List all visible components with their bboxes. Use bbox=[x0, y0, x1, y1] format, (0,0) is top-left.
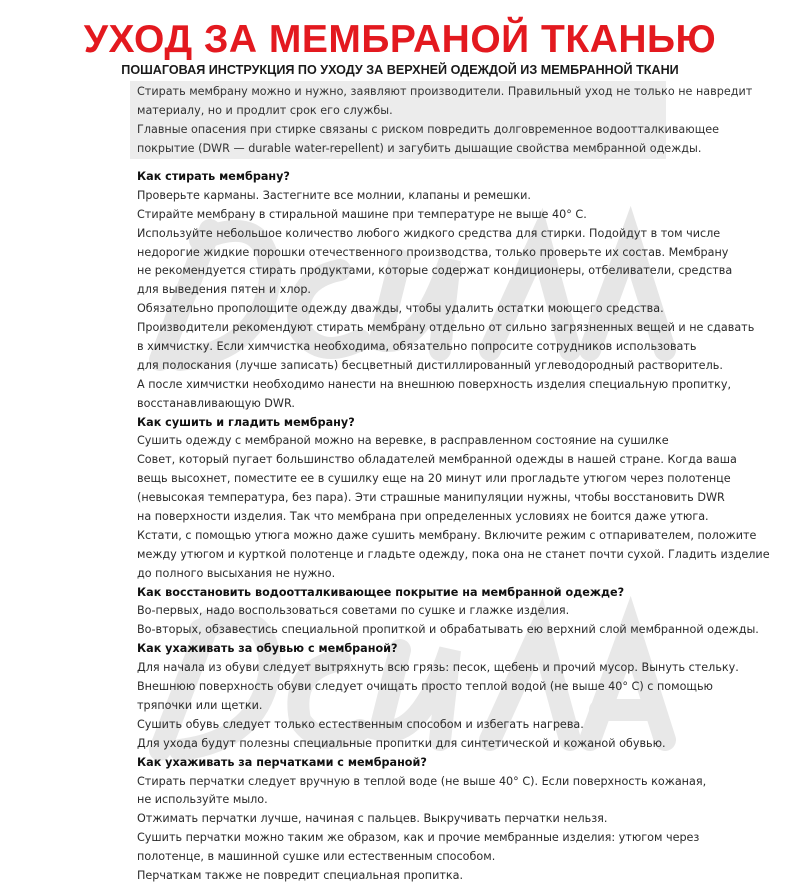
text-line: Перчаткам также не повредит специальная пропитка. bbox=[137, 868, 464, 882]
section-drying bbox=[137, 414, 770, 584]
section-heading: Как восстановить водоотталкивающее покрытие на мембранной одежде? bbox=[137, 585, 625, 599]
text-line: для выведения пятен и хлор. bbox=[137, 283, 311, 297]
section-restore-dwr bbox=[137, 584, 759, 641]
text-line: недорогие жидкие порошки отечественного производства, только проверьте их состав. Мембрану bbox=[137, 245, 729, 259]
text-line: Используйте небольшое количество любого жидкого средства для стирки. Подойдут в том числе bbox=[137, 226, 721, 240]
text-line: Во-первых, надо воспользоваться советами по сушке и глажке изделия. bbox=[137, 604, 570, 618]
text-line: на поверхности изделия. Так что мембрана при определенных условиях не боится даже утюга. bbox=[137, 510, 709, 524]
text-line: Для начала из обуви следует вытряхнуть всю грязь: песок, щебень и прочий мусор. Вынуть стельку. bbox=[137, 661, 739, 675]
text-line: Обязательно прополощите одежду дважды, чтобы удалить остатки моющего средства. bbox=[137, 302, 664, 316]
text-line: Кстати, с помощью утюга можно даже сушить мембрану. Включите режим с отпаривателем, положите bbox=[137, 528, 757, 542]
instructions-body bbox=[137, 168, 770, 886]
intro-line: покрытие (DWR — durable water-repellent) и загубить дышащие свойства мембранной одежды. bbox=[137, 141, 702, 155]
section-heading: Как стирать мембрану? bbox=[137, 170, 290, 183]
intro-line: Главные опасения при стирке связаны с риском повредить долговременное водоотталкивающее bbox=[137, 122, 719, 136]
text-line: Сушить перчатки можно таким же образом, как и прочие мембранные изделия: утюгом через bbox=[137, 831, 700, 845]
text-line: Внешнюю поверхность обуви следует очищать просто теплой водой (не выше 40° С) с помощью bbox=[137, 680, 713, 694]
text-line: Для ухода будут полезны специальные пропитки для синтетической и кожаной обувью. bbox=[137, 736, 666, 750]
page-subtitle: ПОШАГОВАЯ ИНСТРУКЦИЯ ПО УХОДУ ЗА ВЕРХНЕЙ ОДЕЖДОЙ ИЗ МЕМБРАННОЙ ТКАНИ bbox=[121, 63, 679, 77]
intro-box bbox=[130, 81, 753, 159]
intro-line: материалу, но и продлит срок его службы. bbox=[137, 103, 393, 117]
text-line: между утюгом и курткой полотенце и гладьте одежду, пока она не станет почти сухой. Гладить изделие bbox=[137, 547, 770, 561]
text-line: восстанавливающую DWR. bbox=[137, 396, 295, 410]
text-line: полотенце, в машинной сушке или естественным способом. bbox=[137, 850, 496, 864]
section-heading: Как ухаживать за перчатками с мембраной? bbox=[137, 755, 427, 769]
section-heading: Как сушить и гладить мембрану? bbox=[137, 415, 355, 429]
text-line: не используйте мыло. bbox=[137, 793, 268, 807]
section-gloves bbox=[137, 754, 707, 886]
text-line: Отжимать перчатки лучше, начиная с пальцев. Выкручивать перчатки нельзя. bbox=[137, 812, 608, 826]
text-line: Во-вторых, обзавестись специальной пропиткой и обрабатывать ею верхний слой мембранной одежды. bbox=[137, 623, 759, 637]
text-line: в химчистку. Если химчистка необходима, обязательно попросите сотрудников использовать bbox=[137, 340, 697, 354]
text-line: не рекомендуется стирать продуктами, которые содержат кондиционеры, отбеливатели, средства bbox=[137, 264, 733, 278]
text-line: Сушить одежду с мембраной можно на веревке, в расправленном состояние на сушилке bbox=[137, 434, 669, 448]
text-line: Стирать перчатки следует вручную в теплой воде (не выше 40° С). Если поверхность кожаная, bbox=[137, 774, 707, 788]
section-footwear bbox=[137, 640, 739, 753]
text-line: Совет, который пугает большинство обладателей мембранной одежды в нашей стране. Когда ваша bbox=[137, 453, 737, 467]
section-washing bbox=[137, 168, 755, 414]
text-line: Производители рекомендуют стирать мембрану отдельно от сильно загрязненных вещей и не сдавать bbox=[137, 321, 755, 335]
text-line: А после химчистки необходимо нанести на внешнюю поверхность изделия специальную пропитку, bbox=[137, 377, 732, 391]
intro-line: Стирать мембрану можно и нужно, заявляют производители. Правильный уход не только не навредит bbox=[137, 85, 753, 98]
text-line: Стирайте мембрану в стиральной машине при температуре не выше 40° С. bbox=[137, 207, 587, 221]
text-line: до полного высыхания не нужно. bbox=[137, 566, 336, 580]
text-line: Проверьте карманы. Застегните все молнии, клапаны и ремешки. bbox=[137, 188, 531, 202]
text-line: Сушить обувь следует только естественным способом и избегать нагрева. bbox=[137, 717, 584, 731]
text-line: для полоскания (лучше записать) бесцветный дистиллированный углеводородный растворитель. bbox=[137, 358, 723, 372]
section-heading: Как ухаживать за обувью с мембраной? bbox=[137, 642, 398, 656]
text-line: тряпочки или щетки. bbox=[137, 698, 263, 712]
text-line: (невысокая температура, без пара). Эти страшные манипуляции нужны, чтобы восстановить DWR bbox=[137, 491, 725, 505]
page-title: УХОД ЗА МЕМБРАНОЙ ТКАНЬЮ bbox=[83, 18, 717, 61]
text-line: вещь высохнет, поместите ее в сушилку еще на 20 минут или прогладьте утюгом через полотенце bbox=[137, 472, 731, 486]
